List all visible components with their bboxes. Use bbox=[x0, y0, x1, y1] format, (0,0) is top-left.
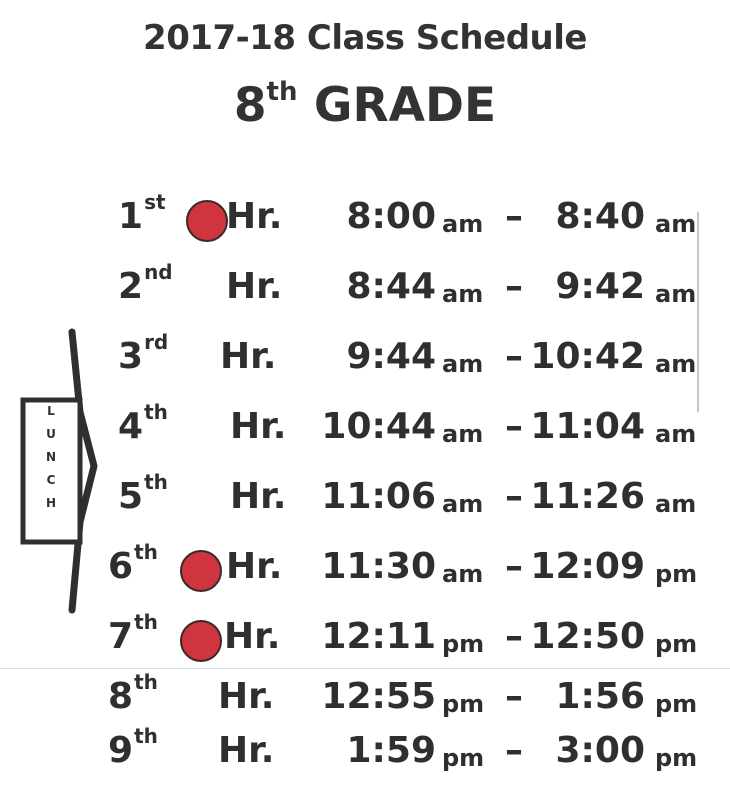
end-time: 3:00 bbox=[555, 730, 645, 771]
period-number bbox=[118, 260, 173, 307]
period-number-digit: 5 bbox=[118, 476, 144, 517]
grade-suffix: th bbox=[266, 77, 298, 108]
period-number bbox=[118, 190, 166, 237]
end-time: 9:42 bbox=[555, 266, 645, 307]
period-row bbox=[0, 724, 730, 790]
hour-label: Hr. bbox=[226, 196, 283, 237]
period-number-suffix: th bbox=[134, 540, 158, 564]
start-time: 11:06 bbox=[321, 476, 436, 517]
end-ampm: pm bbox=[655, 630, 698, 658]
start-ampm: pm bbox=[442, 744, 485, 772]
period-number-digit: 3 bbox=[118, 336, 144, 377]
start-time: 12:55 bbox=[321, 676, 436, 717]
time-dash: – bbox=[505, 616, 523, 657]
hour-label: Hr. bbox=[230, 406, 287, 447]
end-time: 1:56 bbox=[555, 676, 645, 717]
period-number bbox=[108, 610, 158, 657]
period-number-suffix: th bbox=[144, 400, 168, 424]
end-time: 11:26 bbox=[530, 476, 645, 517]
period-number bbox=[108, 540, 158, 587]
period-row bbox=[0, 670, 730, 736]
period-number-suffix: nd bbox=[144, 260, 173, 284]
lunch-letter: U bbox=[46, 427, 56, 441]
end-time: 12:09 bbox=[530, 546, 645, 587]
schedule-title: 2017-18 Class Schedule bbox=[143, 18, 587, 58]
end-time: 10:42 bbox=[530, 336, 645, 377]
period-row bbox=[0, 190, 730, 256]
start-ampm: am bbox=[442, 560, 484, 588]
lunch-letter: H bbox=[45, 496, 57, 510]
start-ampm: pm bbox=[442, 690, 485, 718]
start-time: 8:00 bbox=[346, 196, 436, 237]
end-ampm: pm bbox=[655, 690, 698, 718]
start-ampm: am bbox=[442, 350, 484, 378]
period-number-suffix: st bbox=[144, 190, 166, 214]
start-time: 12:11 bbox=[321, 616, 436, 657]
start-ampm: am bbox=[442, 490, 484, 518]
period-number-digit: 6 bbox=[108, 546, 134, 587]
period-row bbox=[0, 330, 730, 396]
end-ampm: pm bbox=[655, 560, 698, 588]
end-ampm: pm bbox=[655, 744, 698, 772]
period-row bbox=[0, 260, 730, 326]
period-number-digit: 1 bbox=[118, 196, 144, 237]
end-ampm: am bbox=[655, 280, 697, 308]
period-number bbox=[118, 330, 169, 377]
start-time: 8:44 bbox=[346, 266, 436, 307]
period-number-suffix: th bbox=[134, 610, 158, 634]
period-number bbox=[108, 724, 158, 771]
period-number-digit: 9 bbox=[108, 730, 134, 771]
end-ampm: am bbox=[655, 490, 697, 518]
period-number bbox=[108, 670, 158, 717]
time-dash: – bbox=[505, 476, 523, 517]
red-marker-dot bbox=[186, 200, 228, 242]
end-ampm: am bbox=[655, 210, 697, 238]
period-number bbox=[118, 470, 168, 517]
period-number-suffix: th bbox=[134, 724, 158, 748]
period-row bbox=[0, 400, 730, 466]
start-ampm: am bbox=[442, 210, 484, 238]
hour-label: Hr. bbox=[226, 266, 283, 307]
end-time: 8:40 bbox=[555, 196, 645, 237]
lunch-letter: C bbox=[46, 473, 56, 487]
hour-label: Hr. bbox=[218, 676, 275, 717]
hour-label: Hr. bbox=[220, 336, 277, 377]
period-number-digit: 8 bbox=[108, 676, 134, 717]
start-time: 9:44 bbox=[346, 336, 436, 377]
hour-label: Hr. bbox=[226, 546, 283, 587]
grade-word: GRADE bbox=[313, 78, 497, 133]
end-time: 12:50 bbox=[530, 616, 645, 657]
period-number-digit: 2 bbox=[118, 266, 144, 307]
time-dash: – bbox=[505, 546, 523, 587]
end-ampm: am bbox=[655, 420, 697, 448]
hour-label: Hr. bbox=[218, 730, 275, 771]
red-marker-dot bbox=[180, 620, 222, 662]
start-time: 11:30 bbox=[321, 546, 436, 587]
period-number-suffix: th bbox=[134, 670, 158, 694]
period-number bbox=[118, 400, 168, 447]
time-dash: – bbox=[505, 406, 523, 447]
start-ampm: am bbox=[442, 420, 484, 448]
time-dash: – bbox=[505, 676, 523, 717]
period-row bbox=[0, 540, 730, 606]
lunch-letter: N bbox=[45, 450, 57, 464]
period-row bbox=[0, 610, 730, 676]
end-time: 11:04 bbox=[530, 406, 645, 447]
period-number-suffix: rd bbox=[144, 330, 169, 354]
period-row bbox=[0, 470, 730, 536]
period-number-suffix: th bbox=[144, 470, 168, 494]
start-time: 10:44 bbox=[321, 406, 436, 447]
grade-heading bbox=[0, 78, 730, 133]
start-time: 1:59 bbox=[346, 730, 436, 771]
red-marker-dot bbox=[180, 550, 222, 592]
time-dash: – bbox=[505, 730, 523, 771]
hour-label: Hr. bbox=[224, 616, 281, 657]
time-dash: – bbox=[505, 266, 523, 307]
time-dash: – bbox=[505, 196, 523, 237]
period-number-digit: 4 bbox=[118, 406, 144, 447]
hour-label: Hr. bbox=[230, 476, 287, 517]
lunch-letter: L bbox=[47, 404, 55, 418]
end-ampm: am bbox=[655, 350, 697, 378]
start-ampm: am bbox=[442, 280, 484, 308]
period-number-digit: 7 bbox=[108, 616, 134, 657]
start-ampm: pm bbox=[442, 630, 485, 658]
grade-number: 8 bbox=[233, 78, 267, 133]
time-dash: – bbox=[505, 336, 523, 377]
